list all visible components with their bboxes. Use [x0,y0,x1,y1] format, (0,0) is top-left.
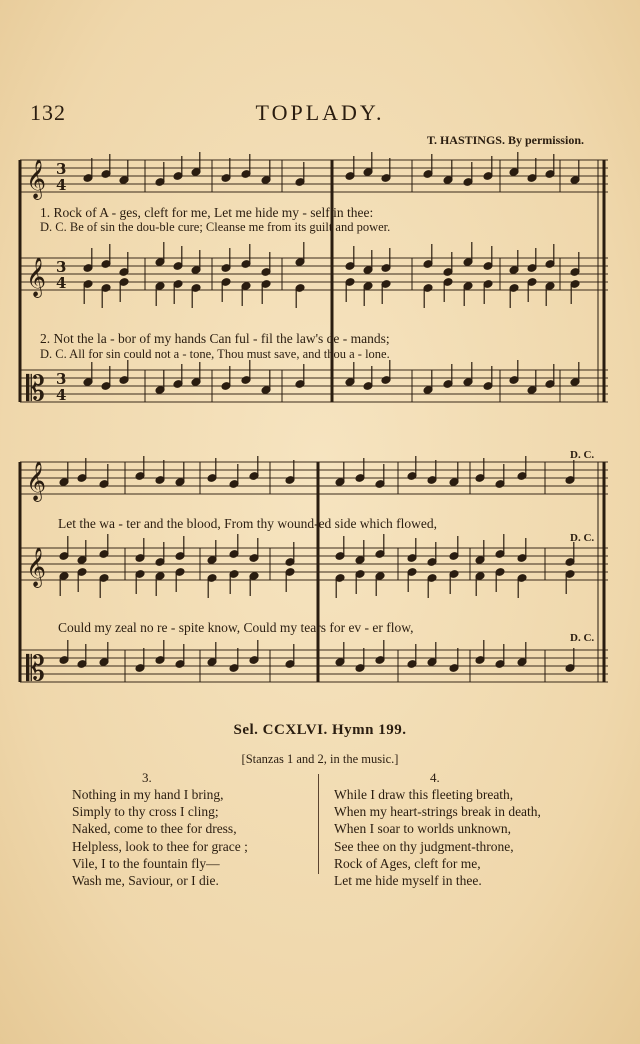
time-signature: 4 [56,176,67,194]
clef-icon: 𝄞 [26,257,47,297]
stanza-line: Let me hide myself in thee. [334,873,482,889]
bar-lines [20,160,604,682]
stanza-number: 3. [142,770,152,785]
clef-icon: 𝄡 [26,649,45,689]
stanza-line: Helpless, look to thee for grace ; [72,838,248,854]
stanza-line: Vile, I to the fountain fly— [72,855,220,871]
stanza-note: [Stanzas 1 and 2, in the music.] [241,752,399,766]
lyric-line1: Let the wa - ter and the blood, From thy wound-ed side which flowed, [58,516,438,531]
column-divider [318,774,319,874]
clef-icon: 𝄞 [26,461,47,501]
time-signature: 3 [56,370,67,388]
page-title: TOPLADY. [255,100,385,125]
time-signature: 4 [56,386,67,404]
stanza-line: Naked, come to thee for dress, [72,821,237,837]
staff-lines [20,160,608,682]
lyric-dc1: D. C. Be of sin the dou-ble cure; Cleanse me from its guilt and power. [40,220,391,234]
clef-symbols [26,159,66,689]
stanza-line: Wash me, Saviour, or I die. [72,873,219,889]
dc-label-3: D. C. [570,632,595,644]
stanza-line: When I soar to worlds unknown, [334,821,511,837]
clef-icon: 𝄞 [26,159,47,199]
clef-icon: 𝄞 [26,547,47,587]
stanza-line: Rock of Ages, cleft for me, [334,855,481,871]
stanza-number: 4. [430,770,440,785]
time-signature: 4 [56,274,67,292]
time-signature: 3 [56,258,67,276]
stanza-line: Nothing in my hand I bring, [72,787,224,802]
stanza-line: When my heart-strings break in death, [334,804,541,820]
stanza-3 [72,786,248,889]
time-signature: 3 [56,160,67,178]
dc-label-2: D. C. [570,532,595,544]
lyric-verse1: 1. Rock of A - ges, cleft for me, Let me hide my - self in thee: [40,205,374,220]
selection-heading: Sel. CCXLVI. Hymn 199. [233,722,407,738]
composer-credit: T. HASTINGS. By permission. [426,133,584,147]
stanza-line: Simply to thy cross I cling; [72,804,219,820]
stanza-4 [334,786,541,889]
lyric-dc2: D. C. All for sin could not a - tone, Thou must save, and thou a - lone. [40,347,390,361]
dc-label-1: D. C. [570,449,595,461]
page-number: 132 [30,100,66,125]
stanza-line: While I draw this fleeting breath, [334,787,514,802]
lyric-line2: Could my zeal no re - spite know, Could my tears for ev - er flow, [58,620,414,635]
lyric-verse2: 2. Not the la - bor of my hands Can ful - fil the law's de - mands; [40,331,390,346]
stanza-line: See thee on thy judgment-throne, [334,838,514,854]
clef-icon: 𝄡 [26,369,45,409]
